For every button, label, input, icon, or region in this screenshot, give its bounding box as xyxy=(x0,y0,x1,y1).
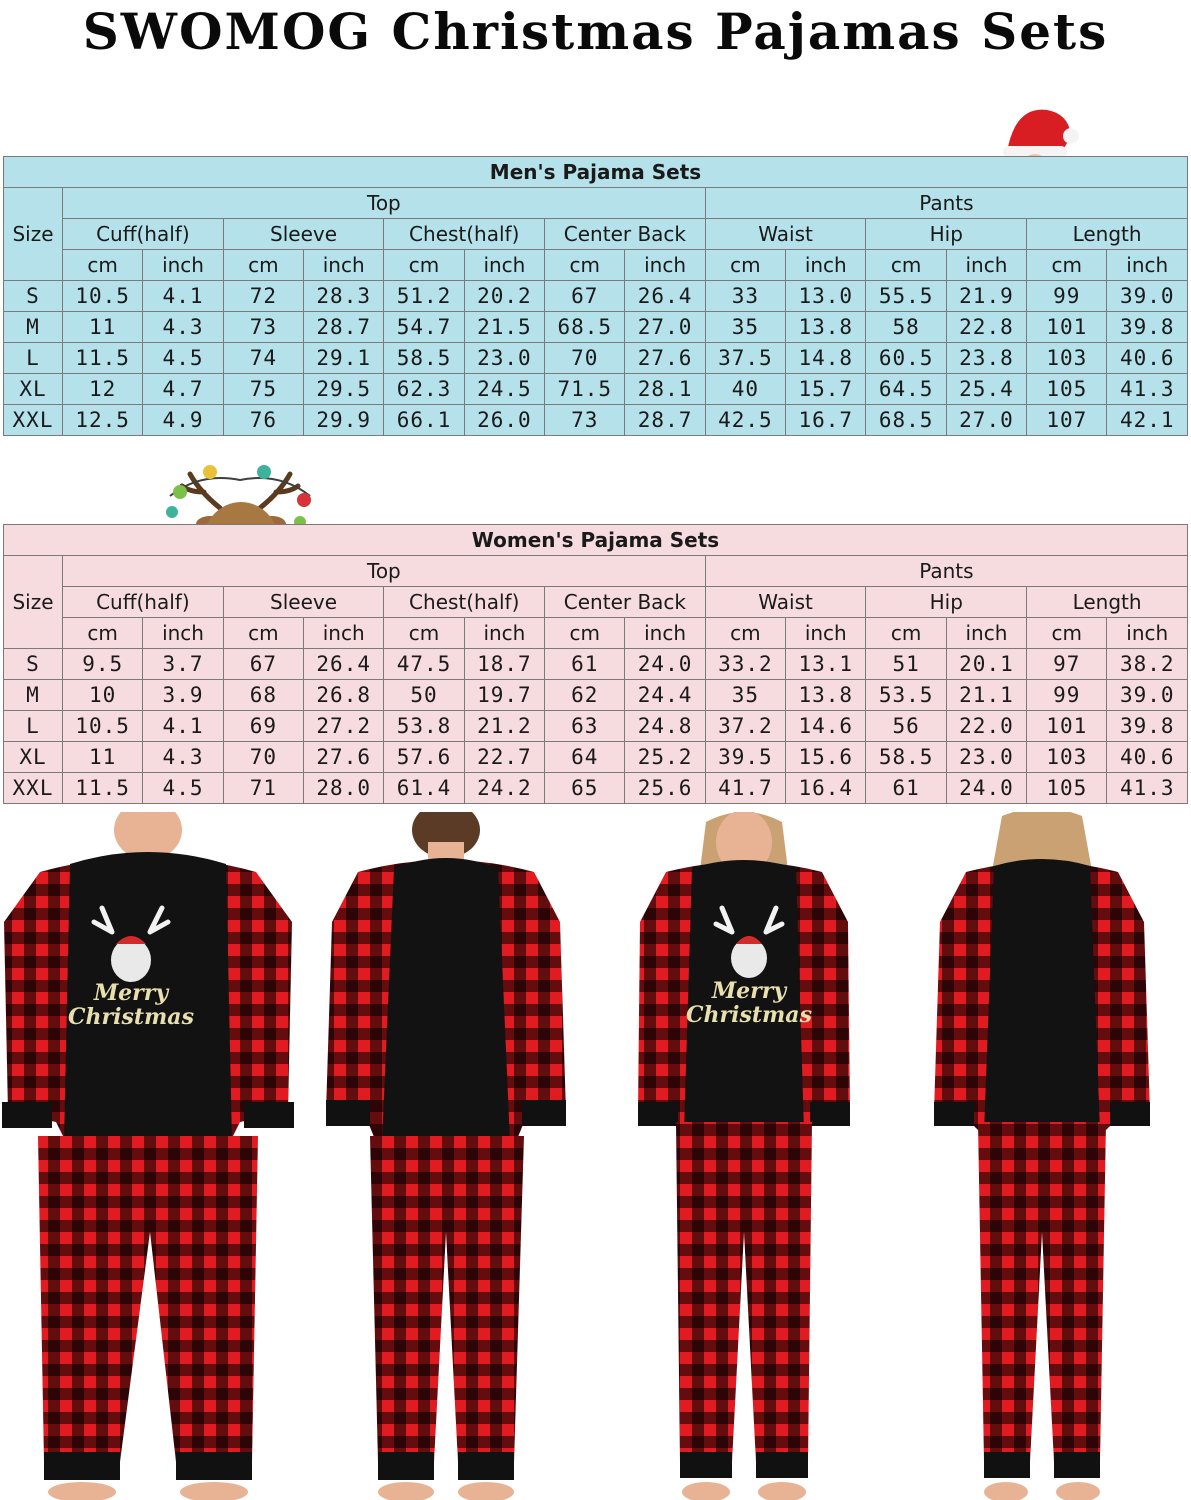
men-size-label: XXL xyxy=(4,405,63,436)
men-value-cell: 26.4 xyxy=(625,281,705,312)
women-value-cell: 25.2 xyxy=(625,742,705,773)
women-value-cell: 27.6 xyxy=(304,742,384,773)
women-value-cell: 65 xyxy=(545,773,625,804)
women-value-cell: 99 xyxy=(1027,680,1107,711)
men-unit-header: inch xyxy=(786,250,866,281)
men-size-label: XL xyxy=(4,374,63,405)
women-value-cell: 14.6 xyxy=(786,711,866,742)
women-unit-header: cm xyxy=(1027,618,1107,649)
women-value-cell: 40.6 xyxy=(1107,742,1188,773)
women-value-cell: 25.6 xyxy=(625,773,705,804)
women-value-cell: 4.1 xyxy=(143,711,223,742)
men-measure-header: Chest(half) xyxy=(384,219,545,250)
men-unit-header: inch xyxy=(304,250,384,281)
women-value-cell: 41.3 xyxy=(1107,773,1188,804)
women-value-cell: 39.8 xyxy=(1107,711,1188,742)
women-value-cell: 33.2 xyxy=(705,649,785,680)
men-value-cell: 4.3 xyxy=(143,312,223,343)
model-woman-front-image xyxy=(596,812,892,1500)
women-value-cell: 71 xyxy=(223,773,303,804)
men-size-table xyxy=(3,156,1188,436)
men-value-cell: 29.1 xyxy=(304,343,384,374)
men-unit-header: cm xyxy=(1027,250,1107,281)
men-table-caption: Men's Pajama Sets xyxy=(4,157,1188,188)
print-line-1-women: Merry xyxy=(711,978,787,1004)
men-value-cell: 12.5 xyxy=(63,405,143,436)
men-value-cell: 35 xyxy=(705,312,785,343)
men-value-cell: 73 xyxy=(545,405,625,436)
women-value-cell: 38.2 xyxy=(1107,649,1188,680)
men-unit-header: inch xyxy=(625,250,705,281)
men-value-cell: 42.1 xyxy=(1107,405,1188,436)
men-size-label: M xyxy=(4,312,63,343)
women-value-cell: 67 xyxy=(223,649,303,680)
women-value-cell: 4.3 xyxy=(143,742,223,773)
model-woman-back-image xyxy=(894,812,1190,1500)
women-value-cell: 13.8 xyxy=(786,680,866,711)
women-size-label: M xyxy=(4,680,63,711)
men-value-cell: 70 xyxy=(545,343,625,374)
men-value-cell: 67 xyxy=(545,281,625,312)
model-man-front-image xyxy=(0,812,296,1500)
men-value-cell: 27.0 xyxy=(946,405,1026,436)
men-value-cell: 62.3 xyxy=(384,374,464,405)
men-value-cell: 23.8 xyxy=(946,343,1026,374)
women-value-cell: 68 xyxy=(223,680,303,711)
women-value-cell: 101 xyxy=(1027,711,1107,742)
men-value-cell: 26.0 xyxy=(464,405,544,436)
men-value-cell: 16.7 xyxy=(786,405,866,436)
women-size-table xyxy=(3,524,1188,804)
women-measure-header: Waist xyxy=(705,587,866,618)
men-measure-header: Hip xyxy=(866,219,1027,250)
model-man-back-image xyxy=(298,812,594,1500)
men-value-cell: 33 xyxy=(705,281,785,312)
men-unit-header: cm xyxy=(866,250,946,281)
women-value-cell: 69 xyxy=(223,711,303,742)
page-title: SWOMOG Christmas Pajamas Sets xyxy=(82,2,1109,61)
men-value-cell: 58 xyxy=(866,312,946,343)
men-value-cell: 103 xyxy=(1027,343,1107,374)
men-value-cell: 22.8 xyxy=(946,312,1026,343)
men-value-cell: 105 xyxy=(1027,374,1107,405)
men-measure-header: Sleeve xyxy=(223,219,384,250)
women-value-cell: 4.5 xyxy=(143,773,223,804)
men-unit-header: inch xyxy=(464,250,544,281)
men-value-cell: 23.0 xyxy=(464,343,544,374)
men-unit-row xyxy=(4,250,1188,281)
women-value-cell: 21.1 xyxy=(946,680,1026,711)
men-value-cell: 20.2 xyxy=(464,281,544,312)
men-value-cell: 4.7 xyxy=(143,374,223,405)
men-value-cell: 13.8 xyxy=(786,312,866,343)
women-value-cell: 47.5 xyxy=(384,649,464,680)
women-size-label: L xyxy=(4,711,63,742)
women-value-cell: 61 xyxy=(545,649,625,680)
men-value-cell: 10.5 xyxy=(63,281,143,312)
women-unit-header: cm xyxy=(63,618,143,649)
men-value-cell: 13.0 xyxy=(786,281,866,312)
men-value-cell: 41.3 xyxy=(1107,374,1188,405)
men-value-cell: 25.4 xyxy=(946,374,1026,405)
women-unit-header: cm xyxy=(705,618,785,649)
women-size-row xyxy=(4,649,1188,680)
women-value-cell: 18.7 xyxy=(464,649,544,680)
men-size-row xyxy=(4,374,1188,405)
women-value-cell: 3.9 xyxy=(143,680,223,711)
men-value-cell: 11 xyxy=(63,312,143,343)
women-size-row xyxy=(4,711,1188,742)
men-top-header: Top xyxy=(63,188,706,219)
men-value-cell: 21.9 xyxy=(946,281,1026,312)
women-value-cell: 61 xyxy=(866,773,946,804)
women-value-cell: 16.4 xyxy=(786,773,866,804)
men-size-row xyxy=(4,405,1188,436)
women-value-cell: 64 xyxy=(545,742,625,773)
women-top-header: Top xyxy=(63,556,706,587)
men-value-cell: 37.5 xyxy=(705,343,785,374)
women-value-cell: 22.7 xyxy=(464,742,544,773)
women-size-header: Size xyxy=(4,556,63,649)
women-caption-row xyxy=(4,525,1188,556)
women-value-cell: 58.5 xyxy=(866,742,946,773)
men-value-cell: 4.5 xyxy=(143,343,223,374)
women-unit-header: inch xyxy=(786,618,866,649)
men-group-row xyxy=(4,188,1188,219)
women-measure-row xyxy=(4,587,1188,618)
women-group-row xyxy=(4,556,1188,587)
men-unit-header: cm xyxy=(63,250,143,281)
women-value-cell: 11.5 xyxy=(63,773,143,804)
men-value-cell: 55.5 xyxy=(866,281,946,312)
women-pants-header: Pants xyxy=(705,556,1187,587)
women-unit-header: cm xyxy=(223,618,303,649)
women-value-cell: 24.8 xyxy=(625,711,705,742)
women-size-label: XXL xyxy=(4,773,63,804)
men-value-cell: 27.0 xyxy=(625,312,705,343)
men-measure-header: Center Back xyxy=(545,219,706,250)
women-unit-header: cm xyxy=(866,618,946,649)
women-value-cell: 53.8 xyxy=(384,711,464,742)
women-value-cell: 50 xyxy=(384,680,464,711)
women-value-cell: 20.1 xyxy=(946,649,1026,680)
men-value-cell: 27.6 xyxy=(625,343,705,374)
men-value-cell: 28.7 xyxy=(625,405,705,436)
women-value-cell: 51 xyxy=(866,649,946,680)
men-value-cell: 12 xyxy=(63,374,143,405)
women-value-cell: 15.6 xyxy=(786,742,866,773)
women-unit-header: cm xyxy=(545,618,625,649)
men-value-cell: 21.5 xyxy=(464,312,544,343)
men-value-cell: 68.5 xyxy=(545,312,625,343)
women-unit-header: inch xyxy=(946,618,1026,649)
women-value-cell: 24.0 xyxy=(946,773,1026,804)
men-size-label: L xyxy=(4,343,63,374)
women-value-cell: 70 xyxy=(223,742,303,773)
women-value-cell: 39.5 xyxy=(705,742,785,773)
men-value-cell: 71.5 xyxy=(545,374,625,405)
women-value-cell: 13.1 xyxy=(786,649,866,680)
women-size-row xyxy=(4,773,1188,804)
women-value-cell: 26.4 xyxy=(304,649,384,680)
men-unit-header: cm xyxy=(384,250,464,281)
women-value-cell: 23.0 xyxy=(946,742,1026,773)
men-measure-header: Waist xyxy=(705,219,866,250)
women-table-caption: Women's Pajama Sets xyxy=(4,525,1188,556)
women-value-cell: 22.0 xyxy=(946,711,1026,742)
men-value-cell: 72 xyxy=(223,281,303,312)
men-value-cell: 11.5 xyxy=(63,343,143,374)
print-line-2-women: Christmas xyxy=(686,1002,812,1028)
women-unit-header: inch xyxy=(1107,618,1188,649)
men-pants-header: Pants xyxy=(705,188,1187,219)
men-caption-row xyxy=(4,157,1188,188)
women-value-cell: 56 xyxy=(866,711,946,742)
men-value-cell: 40.6 xyxy=(1107,343,1188,374)
men-measure-header: Length xyxy=(1027,219,1188,250)
women-unit-header: cm xyxy=(384,618,464,649)
men-value-cell: 99 xyxy=(1027,281,1107,312)
men-value-cell: 24.5 xyxy=(464,374,544,405)
men-value-cell: 74 xyxy=(223,343,303,374)
men-value-cell: 66.1 xyxy=(384,405,464,436)
men-value-cell: 29.9 xyxy=(304,405,384,436)
men-value-cell: 101 xyxy=(1027,312,1107,343)
women-size-row xyxy=(4,680,1188,711)
print-line-2: Christmas xyxy=(68,1004,194,1030)
women-unit-header: inch xyxy=(304,618,384,649)
men-value-cell: 4.9 xyxy=(143,405,223,436)
men-value-cell: 60.5 xyxy=(866,343,946,374)
women-value-cell: 97 xyxy=(1027,649,1107,680)
women-value-cell: 41.7 xyxy=(705,773,785,804)
women-value-cell: 3.7 xyxy=(143,649,223,680)
men-unit-header: inch xyxy=(946,250,1026,281)
men-value-cell: 14.8 xyxy=(786,343,866,374)
women-value-cell: 103 xyxy=(1027,742,1107,773)
women-value-cell: 53.5 xyxy=(866,680,946,711)
women-value-cell: 39.0 xyxy=(1107,680,1188,711)
women-value-cell: 10 xyxy=(63,680,143,711)
men-unit-header: inch xyxy=(143,250,223,281)
women-value-cell: 9.5 xyxy=(63,649,143,680)
men-size-header: Size xyxy=(4,188,63,281)
women-value-cell: 28.0 xyxy=(304,773,384,804)
men-value-cell: 42.5 xyxy=(705,405,785,436)
women-size-row xyxy=(4,742,1188,773)
women-value-cell: 19.7 xyxy=(464,680,544,711)
men-value-cell: 39.8 xyxy=(1107,312,1188,343)
women-value-cell: 10.5 xyxy=(63,711,143,742)
men-value-cell: 51.2 xyxy=(384,281,464,312)
men-value-cell: 40 xyxy=(705,374,785,405)
women-unit-header: inch xyxy=(625,618,705,649)
women-value-cell: 24.4 xyxy=(625,680,705,711)
women-measure-header: Sleeve xyxy=(223,587,384,618)
women-value-cell: 11 xyxy=(63,742,143,773)
men-value-cell: 28.1 xyxy=(625,374,705,405)
men-value-cell: 64.5 xyxy=(866,374,946,405)
men-size-row xyxy=(4,343,1188,374)
men-value-cell: 107 xyxy=(1027,405,1107,436)
women-value-cell: 37.2 xyxy=(705,711,785,742)
men-size-row xyxy=(4,312,1188,343)
women-measure-header: Center Back xyxy=(545,587,706,618)
men-unit-header: inch xyxy=(1107,250,1188,281)
women-measure-header: Length xyxy=(1027,587,1188,618)
women-value-cell: 21.2 xyxy=(464,711,544,742)
men-value-cell: 29.5 xyxy=(304,374,384,405)
men-measure-row xyxy=(4,219,1188,250)
women-measure-header: Cuff(half) xyxy=(63,587,224,618)
women-unit-header: inch xyxy=(143,618,223,649)
men-unit-header: cm xyxy=(705,250,785,281)
men-unit-header: cm xyxy=(545,250,625,281)
men-size-label: S xyxy=(4,281,63,312)
women-measure-header: Hip xyxy=(866,587,1027,618)
men-value-cell: 76 xyxy=(223,405,303,436)
women-value-cell: 61.4 xyxy=(384,773,464,804)
women-value-cell: 63 xyxy=(545,711,625,742)
women-value-cell: 24.0 xyxy=(625,649,705,680)
women-value-cell: 35 xyxy=(705,680,785,711)
men-value-cell: 28.7 xyxy=(304,312,384,343)
men-measure-header: Cuff(half) xyxy=(63,219,224,250)
men-value-cell: 28.3 xyxy=(304,281,384,312)
men-value-cell: 4.1 xyxy=(143,281,223,312)
men-value-cell: 58.5 xyxy=(384,343,464,374)
women-value-cell: 27.2 xyxy=(304,711,384,742)
women-unit-header: inch xyxy=(464,618,544,649)
men-value-cell: 75 xyxy=(223,374,303,405)
women-size-label: XL xyxy=(4,742,63,773)
men-unit-header: cm xyxy=(223,250,303,281)
women-value-cell: 105 xyxy=(1027,773,1107,804)
men-value-cell: 39.0 xyxy=(1107,281,1188,312)
men-value-cell: 73 xyxy=(223,312,303,343)
print-line-1: Merry xyxy=(93,980,169,1006)
men-value-cell: 54.7 xyxy=(384,312,464,343)
men-size-row xyxy=(4,281,1188,312)
women-value-cell: 26.8 xyxy=(304,680,384,711)
women-unit-row xyxy=(4,618,1188,649)
women-value-cell: 24.2 xyxy=(464,773,544,804)
women-measure-header: Chest(half) xyxy=(384,587,545,618)
women-value-cell: 57.6 xyxy=(384,742,464,773)
men-value-cell: 68.5 xyxy=(866,405,946,436)
men-value-cell: 15.7 xyxy=(786,374,866,405)
women-size-label: S xyxy=(4,649,63,680)
women-value-cell: 62 xyxy=(545,680,625,711)
